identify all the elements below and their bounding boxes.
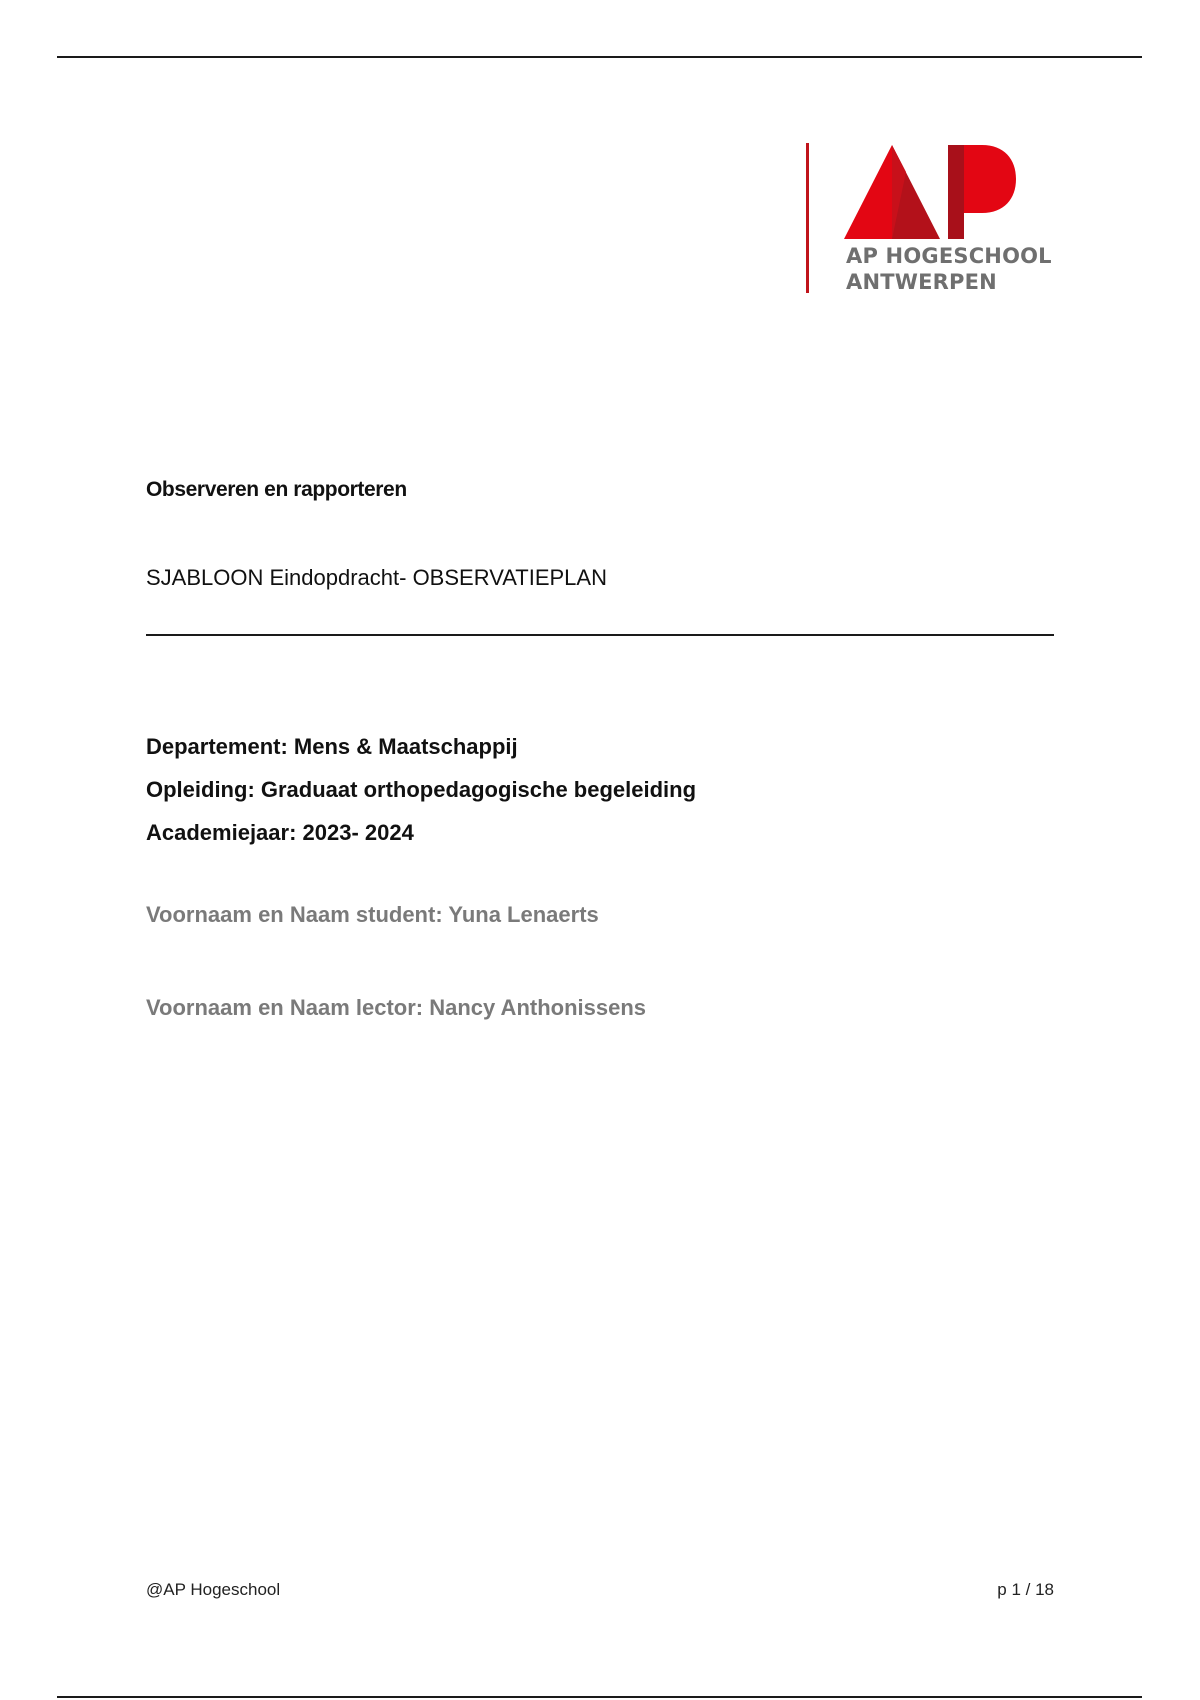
- logo-divider-bar: [806, 143, 809, 293]
- department-line: Departement: Mens & Maatschappij: [146, 734, 518, 759]
- logo-wordmark: [846, 243, 1052, 295]
- page-number: p 1 / 18: [997, 1580, 1054, 1599]
- document-title: SJABLOON Eindopdracht- OBSERVATIEPLAN: [146, 565, 607, 590]
- logo-line-1: AP HOGESCHOOL: [846, 244, 1052, 268]
- ap-hogeschool-logo: [806, 143, 1066, 296]
- ap-logo-mark: [844, 145, 1020, 239]
- page-bottom-rule: [57, 1696, 1142, 1698]
- academic-year-line: Academiejaar: 2023- 2024: [146, 820, 414, 845]
- student-name-line: Voornaam en Naam student: Yuna Lenaerts: [146, 902, 599, 927]
- page-top-rule: [57, 56, 1142, 58]
- program-line: Opleiding: Graduaat orthopedagogische begeleiding: [146, 777, 697, 802]
- course-subject: Observeren en rapporteren: [146, 478, 407, 501]
- footer-copyright: @AP Hogeschool: [146, 1580, 281, 1599]
- logo-line-2: ANTWERPEN: [846, 270, 997, 294]
- lector-name-line: Voornaam en Naam lector: Nancy Anthonissens: [146, 995, 647, 1020]
- title-divider: [146, 634, 1054, 636]
